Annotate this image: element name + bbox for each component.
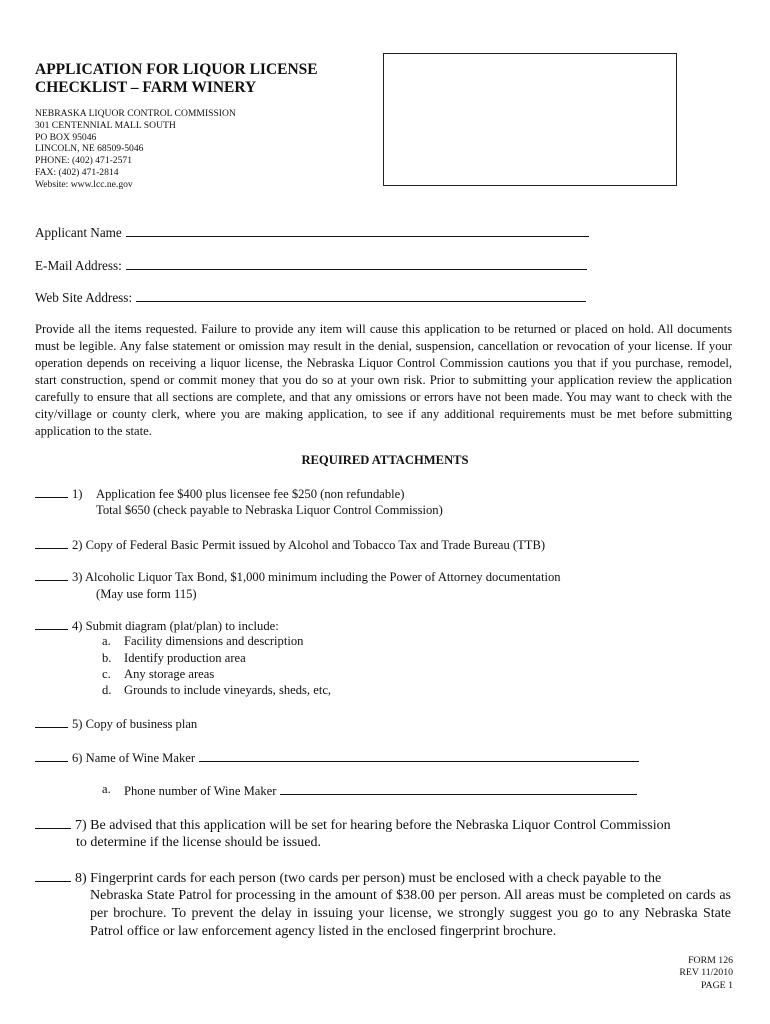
sub-item-text: Facility dimensions and description <box>124 634 304 648</box>
sub-item <box>102 651 111 666</box>
checkbox-line[interactable] <box>35 618 68 630</box>
wine-maker-name-field[interactable] <box>199 749 639 762</box>
checkbox-line[interactable] <box>35 537 68 549</box>
sub-item <box>102 782 111 797</box>
item-3-line-1: 3) Alcoholic Liquor Tax Bond, $1,000 minimum including the Power of Attorney documentation <box>72 570 561 584</box>
checklist-item-3 <box>35 569 561 585</box>
revision-date: REV 11/2010 <box>679 967 733 979</box>
wine-maker-phone-field[interactable] <box>280 782 637 795</box>
form-footer <box>679 955 733 992</box>
sub-item-letter: a. <box>102 782 111 796</box>
address-line: LINCOLN, NE 68509-5046 <box>35 143 144 155</box>
checklist-item-7 <box>35 816 671 835</box>
item-1-text <box>96 486 443 519</box>
checkbox-line[interactable] <box>35 716 68 728</box>
item-2-text: 2) Copy of Federal Basic Permit issued by Alcohol and Tobacco Tax and Trade Bureau (TTB) <box>72 538 546 552</box>
sub-item-text: Identify production area <box>124 651 246 665</box>
instructions-paragraph: Provide all the items requested. Failure to provide any item will cause this application to be returned or placed on hold. All documents must be legible. Any false statement or omission may result in the denial, suspension, cancellation or revocation of your license. If your operation depends on receiving a liquor license, the Nebraska Liquor Control Commission cautions you that if you purchase, remodel, start construction, spend or commit money that you do so at your own risk. Prior to submitting your application review the application carefully to ensure that all sections are complete, and that any omissions or errors have not been made. You may want to check with the city/village or county clerk, where you are making application, to see if any additional requirements must be met before submitting application to the state. <box>35 322 732 438</box>
item-1-line-1: Application fee $400 plus licensee fee $250 (non refundable) <box>96 487 405 501</box>
checklist-item-4 <box>35 618 279 634</box>
item-3-line-2: (May use form 115) <box>96 587 197 601</box>
email-field[interactable] <box>126 257 587 270</box>
sub-item-letter: a. <box>102 634 111 648</box>
address-line: PHONE: (402) 471-2571 <box>35 155 132 167</box>
item-8-continued: Nebraska State Patrol for processing in the amount of $38.00 per person. All areas must be completed on cards as per brochure. To prevent the delay in issuing your license, we strongly suggest you go to any Nebraska State Patrol office or law enforcement agency listed in the enclosed fingerprint brochure. <box>90 888 731 939</box>
item-5-text: 5) Copy of business plan <box>72 717 198 731</box>
checkbox-line[interactable] <box>35 750 68 762</box>
address-line: PO BOX 95046 <box>35 131 97 143</box>
page-number: PAGE 1 <box>700 979 733 991</box>
wine-maker-phone-row <box>124 782 637 799</box>
sub-item-letter: c. <box>102 667 111 681</box>
sub-item-text: Any storage areas <box>124 667 215 681</box>
website-field[interactable] <box>136 289 586 302</box>
item-1-line-2: Total $650 (check payable to Nebraska Liquor Control Commission) <box>96 503 443 518</box>
sub-item-letter: d. <box>102 683 112 697</box>
checkbox-line[interactable] <box>35 869 71 882</box>
address-line: Website: www.lcc.ne.gov <box>35 178 133 190</box>
checklist-item-5 <box>35 716 197 732</box>
checkbox-line[interactable] <box>35 486 68 498</box>
checkbox-line[interactable] <box>35 816 71 829</box>
form-title <box>35 61 318 97</box>
applicant-name-row <box>35 224 589 241</box>
checklist-item-8 <box>35 869 661 888</box>
checklist-item-1 <box>35 486 83 502</box>
address-line: NEBRASKA LIQUOR CONTROL COMMISSION <box>35 108 236 119</box>
sub-item-text: Grounds to include vineyards, sheds, etc, <box>124 683 332 697</box>
item-7-line-2: to determine if the license should be issued. <box>76 835 321 850</box>
item-6-text: 6) Name of Wine Maker <box>72 751 196 765</box>
item-8-line-1: 8) Fingerprint cards for each person (two cards per person) must be enclosed with a check payable to the <box>75 871 662 886</box>
title-line-1: APPLICATION FOR LIQUOR LICENSE <box>35 61 318 78</box>
item-4-text: 4) Submit diagram (plat/plan) to include: <box>72 619 279 633</box>
applicant-name-field[interactable] <box>126 224 589 237</box>
item-number: 1) <box>72 487 83 501</box>
sub-item <box>102 634 111 649</box>
checklist-item-6 <box>35 749 639 766</box>
sub-item <box>102 683 111 698</box>
email-label: E-Mail Address: <box>35 258 122 273</box>
address-line: FAX: (402) 471-2814 <box>35 166 119 178</box>
title-line-2: CHECKLIST – FARM WINERY <box>35 79 257 96</box>
website-row <box>35 289 586 306</box>
address-line: 301 CENTENNIAL MALL SOUTH <box>35 119 176 131</box>
office-use-box <box>383 53 677 186</box>
checklist-item-2 <box>35 537 545 553</box>
website-label: Web Site Address: <box>35 290 133 305</box>
sub-item-letter: b. <box>102 651 112 665</box>
commission-address <box>35 108 236 191</box>
email-row <box>35 257 587 274</box>
form-number: FORM 126 <box>688 955 733 966</box>
required-attachments-heading: REQUIRED ATTACHMENTS <box>301 453 469 467</box>
applicant-name-label: Applicant Name <box>35 225 122 240</box>
item-7-line-1: 7) Be advised that this application will be set for hearing before the Nebraska Liquor Control Commission <box>75 818 671 833</box>
checkbox-line[interactable] <box>35 569 68 581</box>
wine-maker-phone-label: Phone number of Wine Maker <box>124 784 277 798</box>
sub-item <box>102 667 111 682</box>
